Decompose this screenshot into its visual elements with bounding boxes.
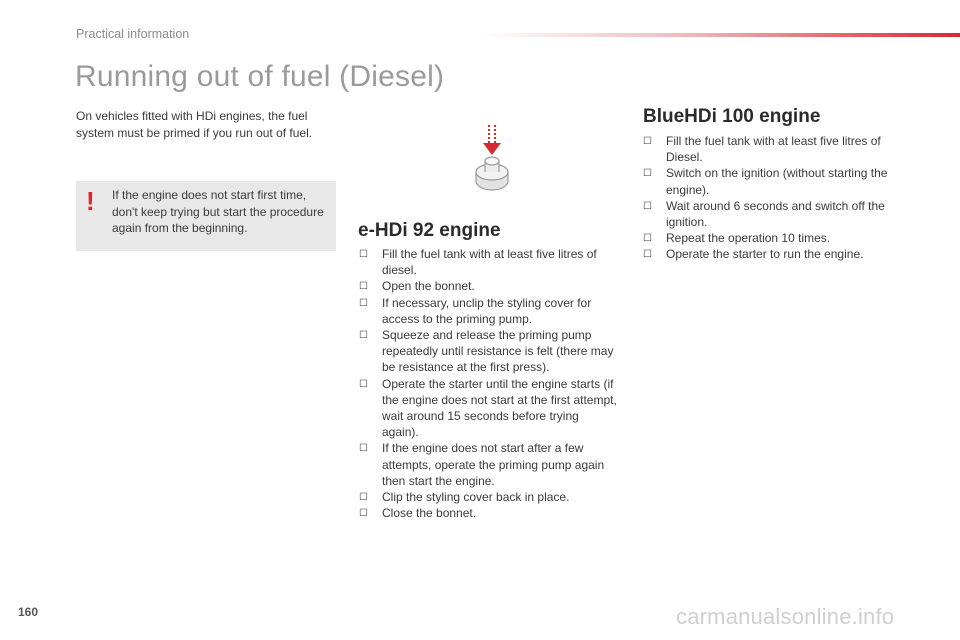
- ehdi-heading: e-HDi 92 engine: [358, 220, 501, 241]
- step-item: [643, 165, 905, 197]
- checkbox-icon: ☐: [359, 249, 368, 260]
- step-item: [359, 440, 617, 489]
- checkbox-icon: ☐: [359, 508, 368, 520]
- step-item: [359, 376, 617, 441]
- checkbox-icon: ☐: [643, 233, 652, 245]
- checkbox-icon: ☐: [643, 200, 652, 212]
- step-text: Operate the starter until the engine starts (if the engine does not start at the first attempt, wait around 15 seconds before trying again).: [382, 376, 617, 440]
- section-label: Practical information: [76, 27, 190, 41]
- step-text: Squeeze and release the priming pump repeatedly until resistance is felt (there may be resistance at the first press).: [382, 328, 614, 375]
- step-item: [359, 295, 617, 327]
- step-item: [643, 230, 905, 246]
- step-item: [359, 505, 617, 521]
- page-number: 160: [18, 605, 39, 619]
- step-text: If the engine does not start after a few attempts, operate the priming pump again then start the engine.: [382, 441, 605, 488]
- step-text: Clip the styling cover back in place.: [382, 490, 570, 505]
- intro-text: On vehicles fitted with HDi engines, the fuel system must be primed if you run out of fuel.: [76, 109, 313, 140]
- step-text: Operate the starter to run the engine.: [666, 247, 864, 262]
- checkbox-icon: ☐: [643, 249, 652, 261]
- ehdi-steps: [359, 246, 617, 521]
- step-item: [643, 133, 905, 165]
- step-item: [359, 489, 617, 505]
- step-item: [359, 327, 617, 376]
- checkbox-icon: ☐: [359, 492, 368, 504]
- bluehdi-heading: BlueHDi 100 engine: [643, 106, 821, 127]
- priming-pump-icon: [472, 123, 512, 195]
- warning-box: [76, 181, 336, 251]
- bluehdi-steps: [643, 133, 905, 263]
- watermark: carmanualsonline.info: [676, 604, 895, 629]
- step-text: Open the bonnet.: [382, 279, 475, 294]
- step-text: Repeat the operation 10 times.: [666, 231, 831, 246]
- step-text: Fill the fuel tank with at least five litres of diesel.: [382, 247, 597, 278]
- step-item: [643, 198, 905, 230]
- checkbox-icon: ☐: [359, 330, 368, 342]
- step-text: Wait around 6 seconds and switch off the ignition.: [666, 198, 885, 230]
- page-title: Running out of fuel (Diesel): [75, 60, 445, 93]
- step-item: [359, 246, 617, 278]
- warning-icon: !: [86, 186, 95, 216]
- step-text: If necessary, unclip the styling cover for access to the priming pump.: [382, 295, 592, 326]
- step-text: Fill the fuel tank with at least five litres of Diesel.: [666, 134, 881, 165]
- checkbox-icon: ☐: [359, 281, 368, 293]
- checkbox-icon: ☐: [359, 297, 368, 309]
- step-text: Switch on the ignition (without starting the engine).: [666, 166, 888, 197]
- checkbox-icon: ☐: [359, 443, 368, 455]
- checkbox-icon: ☐: [643, 168, 652, 180]
- warning-text: If the engine does not start first time, don't keep trying but start the procedure again from the beginning.: [112, 188, 324, 235]
- header-rule: [480, 33, 960, 37]
- step-item: [359, 278, 617, 294]
- step-text: Close the bonnet.: [382, 506, 477, 521]
- checkbox-icon: ☐: [643, 136, 652, 147]
- checkbox-icon: ☐: [359, 378, 368, 390]
- step-item: [643, 246, 905, 262]
